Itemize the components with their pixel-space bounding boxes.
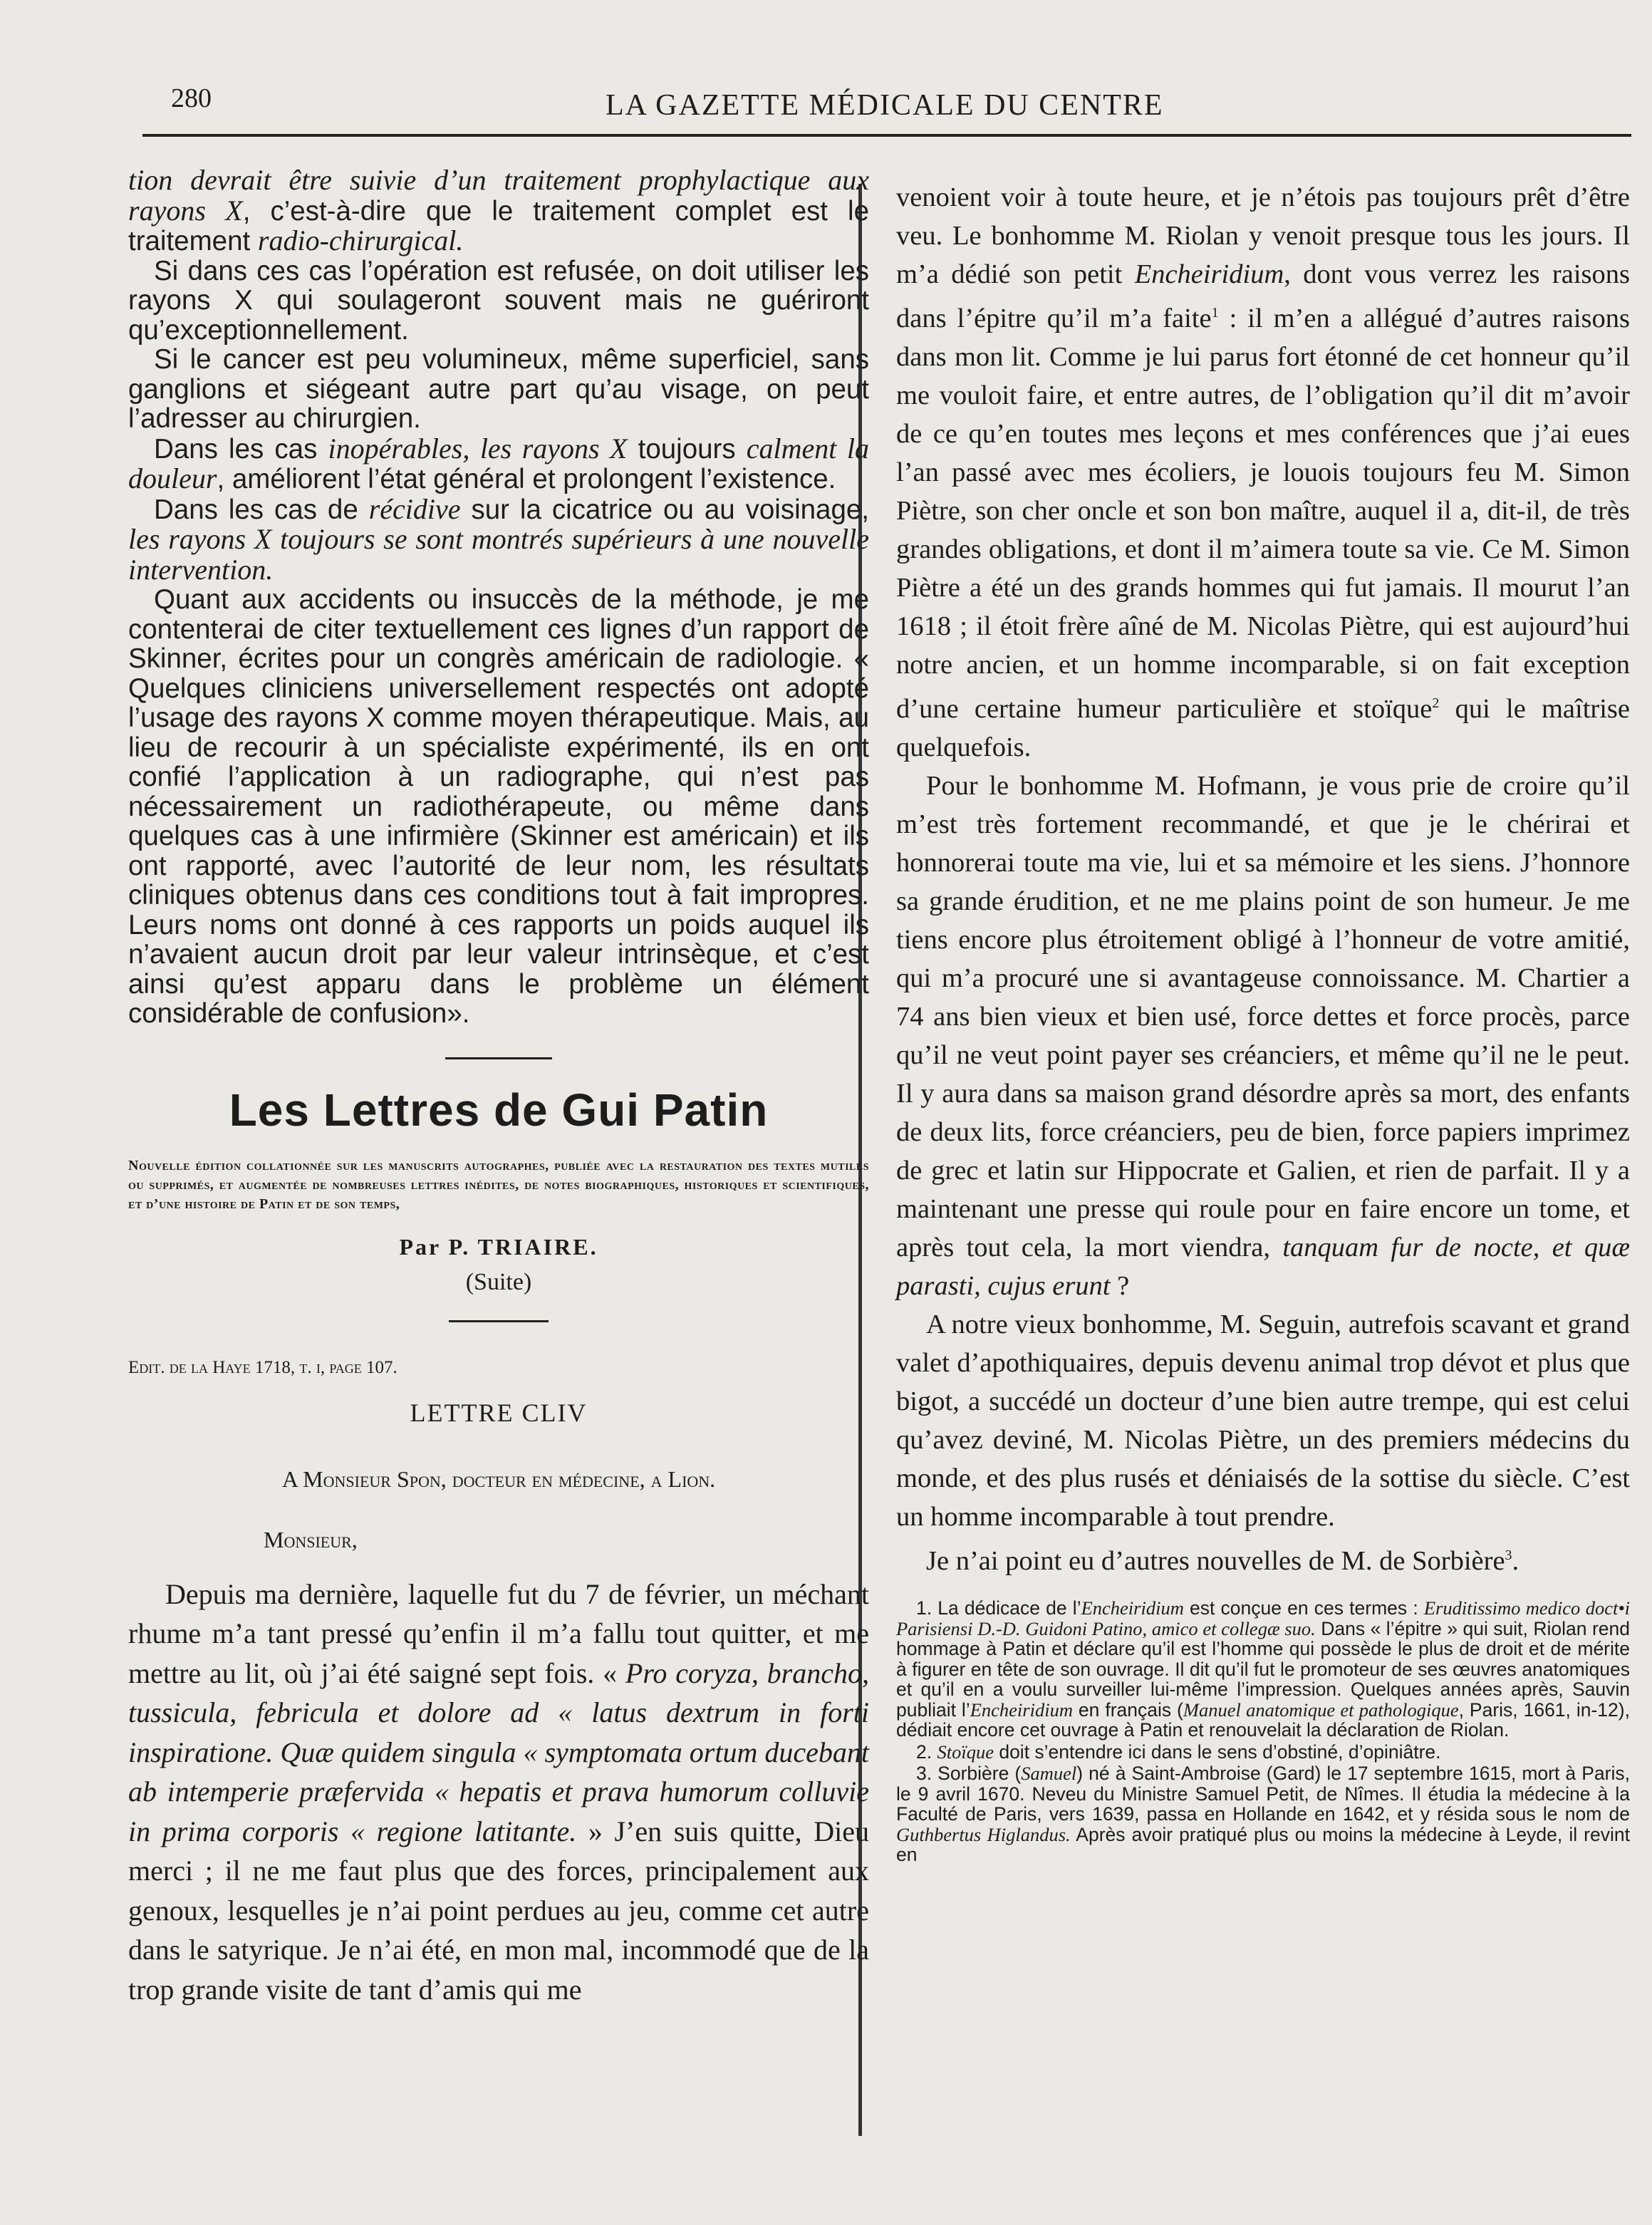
article-paragraph (128, 434, 869, 494)
article-paragraph (128, 494, 869, 586)
italic-text: récidive (368, 492, 461, 525)
left-column (128, 165, 869, 2009)
italic-text: calment la douleur (128, 432, 869, 494)
continued-label: (Suite) (465, 1268, 532, 1295)
paragraph-text: Pour le bonhomme M. Hofmann, je vous prie de croire qu’il m’est très fortement recommandé, et que je le chérirai et honnorerai toute ma vie, lui et sa mémoire et les siens. J’honnore sa grande érudition, et ne me plains point de son humeur. Je me tiens encore plus étroitement obligé à l’honneur de votre amitié, qui m’a procuré une si avantageuse connoissance. M. Chartier a 74 ans bien vieux et bien usé, force dettes et force procès, parce qu’il ne veut point payer ses créanciers, et même qu’il ne le peut. Il y aura dans sa maison grand désordre après sa mort, des enfants de deux lits, force créanciers, peu de bien, force papiers imprimez de grec et latin sur Hippocrate et Galien, et rien de parfait. Il y a maintenant une presse qui roule pour en faire encore un tome, et après tout cela, la mort viendra, (896, 770, 1630, 1262)
italic-text: Guthbertus Higlandus. (896, 1823, 1071, 1845)
italic-text: Samuel (1021, 1763, 1077, 1785)
letter-paragraph (896, 767, 1630, 1305)
footnote-text: est conçue en ces termes : (1183, 1597, 1424, 1619)
footnote-text: 2. (916, 1741, 937, 1763)
paragraph-text: Depuis ma dernière, laquelle fut du 7 de février, un méchant rhume m’a tant pressé qu’enfin il m’a fallu tout quitter, et me mettre au lit, où j’ai été saigné sept fois. « (128, 1577, 869, 1689)
footnote-2 (896, 1742, 1630, 1763)
paragraph-text: qui le maîtrise quelquefois. (896, 693, 1630, 762)
series-title: Les Lettres de Gui Patin (229, 1084, 769, 1136)
italic-text: Eruditissimo medico doct•i Parisiensi D.-D. Guidoni Patino, amico et collegæ suo. (896, 1597, 1630, 1639)
italic-text: radio-chirurgical. (257, 224, 464, 256)
italic-text: tion devrait être suivie d’un traitement prophylactique aux rayons X (128, 164, 869, 227)
series-subtitle: Nouvelle édition collationnée sur les manuscrits autographes, publiée avec la restauration des textes mutilés ou supprimés, et augmentée de nombreuses lettres inédites, de notes biographiques, historiques et scientifiques, et d’une histoire de Patin et de son temps, (128, 1157, 869, 1212)
letter-paragraph: A notre vieux bonhomme, M. Seguin, autrefois scavant et grand valet d’apothiquaires, depuis devenu animal trop dévot et plus que bigot, a succédé un docteur d’une bien autre trempe, qui est celui qu’avez deviné, M. Nicolas Piètre, un des premiers médecins du monde, et des plus rusés et déniaisés de la sottise du siècle. C’est un homme incomparable à tout prendre. (896, 1309, 1630, 1532)
paragraph-text: toujours (627, 433, 747, 465)
paragraph-text: , c’est-à-dire que le traitement complet est le traitement (128, 195, 869, 256)
paragraph-text: sur la cicatrice ou au voisinage, (460, 494, 869, 525)
italic-text: les rayons X toujours se sont montrés supérieurs à une nouvelle intervention. (128, 523, 869, 586)
edition-reference: Edit. de la Haye 1718, t. i, page 107. (128, 1357, 398, 1377)
letter-addressee: A Monsieur Spon, docteur en médecine, a Lion. (281, 1466, 716, 1492)
footnote-marker: 1 (1211, 305, 1219, 321)
footnote-3 (896, 1763, 1630, 1865)
author-byline: Par P. TRIAIRE. (399, 1233, 598, 1260)
latin-quote: tanquam fur de nocte, et quæ parasti, cujus erunt (896, 1232, 1631, 1301)
italic-text: Encheiridium (1134, 259, 1284, 289)
letter-paragraph (896, 1536, 1630, 1580)
article-paragraph: Quant aux accidents ou insuccès de la méthode, je me contenterai de citer textuellement ces lignes d’un rapport de Skinner, écrites pour un congrès américain de radiologie. « Quelques cliniciens universellement respectés ont adopté l’usage des rayons X comme moyen thérapeutique. Mais, au lieu de recourir à un spécialiste expérimenté, ils en ont confié l’application à un radiographe, qui n’est pas nécessairement un radiothérapeute, ou même dans quelques cas à une infirmière (Skinner est américain) et ils ont rapporté, avec l’autorité de leur nom, les résultats cliniques obtenus dans ces conditions tout à fait impropres. Leurs noms ont donné à ces rapports un poids auquel ils n’avaient aucun droit par leur valeur intrinsèque, et c’est ainsi qu’est apparu dans le problème un élément considérable de confusion». (128, 584, 869, 1029)
footnote-text: Dans « l’épitre » qui suit, Riolan rend hommage à Patin et déclare qu’il est l’homme qui possède le plus de droit et de mérite à figurer en tête de son ouvrage. Il dit qu’il fut le promoteur de ses œuvres anatomiques et qu’il en a voulu surveiller lui-même l’impression. Quelques années après, Sauvin publiait l’ (896, 1617, 1630, 1721)
footnotes (896, 1598, 1630, 1865)
italic-text: Encheiridium (970, 1698, 1073, 1721)
letter-number: LETTRE CLIV (410, 1398, 588, 1427)
footnote-text: 3. Sorbière ( (916, 1763, 1022, 1785)
footnote-text: Après avoir pratiqué plus ou moins la médecine à Leyde, il revint en (896, 1823, 1630, 1866)
footnote-1 (896, 1598, 1630, 1741)
article-paragraph: Si dans ces cas l’opération est refusée, on doit utiliser les rayons X qui soulageront souvent mais ne guériront qu’exceptionnellement. (128, 255, 869, 346)
page-number: 280 (171, 83, 212, 113)
footnote-marker: 3 (1505, 1547, 1512, 1563)
section-rule (445, 1057, 552, 1059)
journal-title: LA GAZETTE MÉDICALE DU CENTRE (606, 89, 1164, 122)
footnote-text: ) né à Saint-Ambroise (Gard) le 17 septembre 1615, mort à Paris, le 9 avril 1670. Neveu du Ministre Samuel Petit, de Nîmes. Il étudia la médecine à la Faculté de Paris, vers 1639, passa en Hollande en 1642, et y résida sous le nom de (896, 1763, 1630, 1825)
paragraph-text: , dont vous verrez les raisons dans l’épitre qu’il m’a faite (896, 259, 1630, 333)
page-header (150, 77, 1546, 141)
footnote-text: , Paris, 1661, in-12), dédiait encore cet ouvrage à Patin et renouvelait la déclaration de Riolan. (896, 1698, 1630, 1741)
italic-text: Manuel anatomique et pathologique (1183, 1698, 1459, 1721)
article-paragraph (128, 165, 869, 256)
paragraph-text: . (1512, 1545, 1519, 1576)
italic-text: inopérables, les rayons X (328, 432, 628, 465)
letter-paragraph (896, 178, 1630, 767)
paragraph-text: Dans les cas (154, 433, 328, 465)
paragraph-text: Je n’ai point eu d’autres nouvelles de M. de Sorbière (926, 1545, 1505, 1576)
footnote-text: doit s’entendre ici dans le sens d’obstiné, d’opiniâtre. (993, 1741, 1441, 1763)
footnote-text: en français ( (1072, 1698, 1183, 1721)
footnote-marker: 2 (1432, 695, 1440, 711)
paragraph-text: Dans les cas de (154, 494, 369, 525)
italic-text: Encheiridium (1081, 1597, 1184, 1619)
paragraph-text: ? (1110, 1270, 1130, 1301)
latin-quote: Pro coryza, brancho, tussicula, febricula et dolore ad « latus dextrum in forti inspiratione. Quæ quidem singula « symptomata ortum ducebant ab intemperie præfervida « hepatis et prava humorum colluvie in prima corporis « regione latitante. (128, 1656, 869, 1847)
right-column (896, 178, 1630, 1867)
footnote-text: 1. La dédicace de l’ (916, 1597, 1081, 1619)
header-rule (142, 134, 1631, 137)
paragraph-text: » J’en suis quitte, Dieu merci ; il ne me faut plus que des forces, principalement aux genoux, lesquelles je n’ai point perdues au jeu, comme cet autre dans le satyrique. Je n’ai été, en mon mal, incommodé que de la trop grande visite de tant d’amis qui me (128, 1815, 869, 2006)
paragraph-text: : il m’en a allégué d’autres raisons dans mon lit. Comme je lui parus fort étonné de cet honneur qu’il me vouloit faire, et entre autres, de l’obligation qu’il dit m’avoir de ce qu’en toutes mes leçons et mes conférences que j’ai eues l’an passé avec mes écoliers, je louois toujours feu M. Simon Piètre, son cher oncle et son bon maître, auquel il a, dit-il, de très grandes obligations, et dont il m’aimera toute sa vie. Ce M. Simon Piètre a été un des grands hommes qui fut jamais. Il mourut l’an 1618 ; il étoit frère aîné de M. Nicolas Piètre, qui est aujourd’hui notre ancien, et un homme incomparable, si on fait exception d’une certaine humeur particulière et stoïque (896, 303, 1630, 724)
letter-salutation: Monsieur, (264, 1526, 358, 1552)
article-paragraph: Si le cancer est peu volumineux, même superficiel, sans ganglions et siégeant autre part qu’au visage, on peut l’adresser au chirurgien. (128, 344, 869, 434)
section-rule (449, 1320, 549, 1322)
paragraph-text: , améliorent l’état général et prolongent l’existence. (217, 464, 836, 494)
paragraph-text: venoient voir à toute heure, et je n’étois pas toujours prêt d’être veu. Le bonhomme M. Riolan y venoit presque tous les jours. Il m’a dédié son petit (896, 182, 1630, 289)
italic-text: Stoïque (937, 1741, 994, 1763)
letter-paragraph (128, 1575, 869, 2010)
